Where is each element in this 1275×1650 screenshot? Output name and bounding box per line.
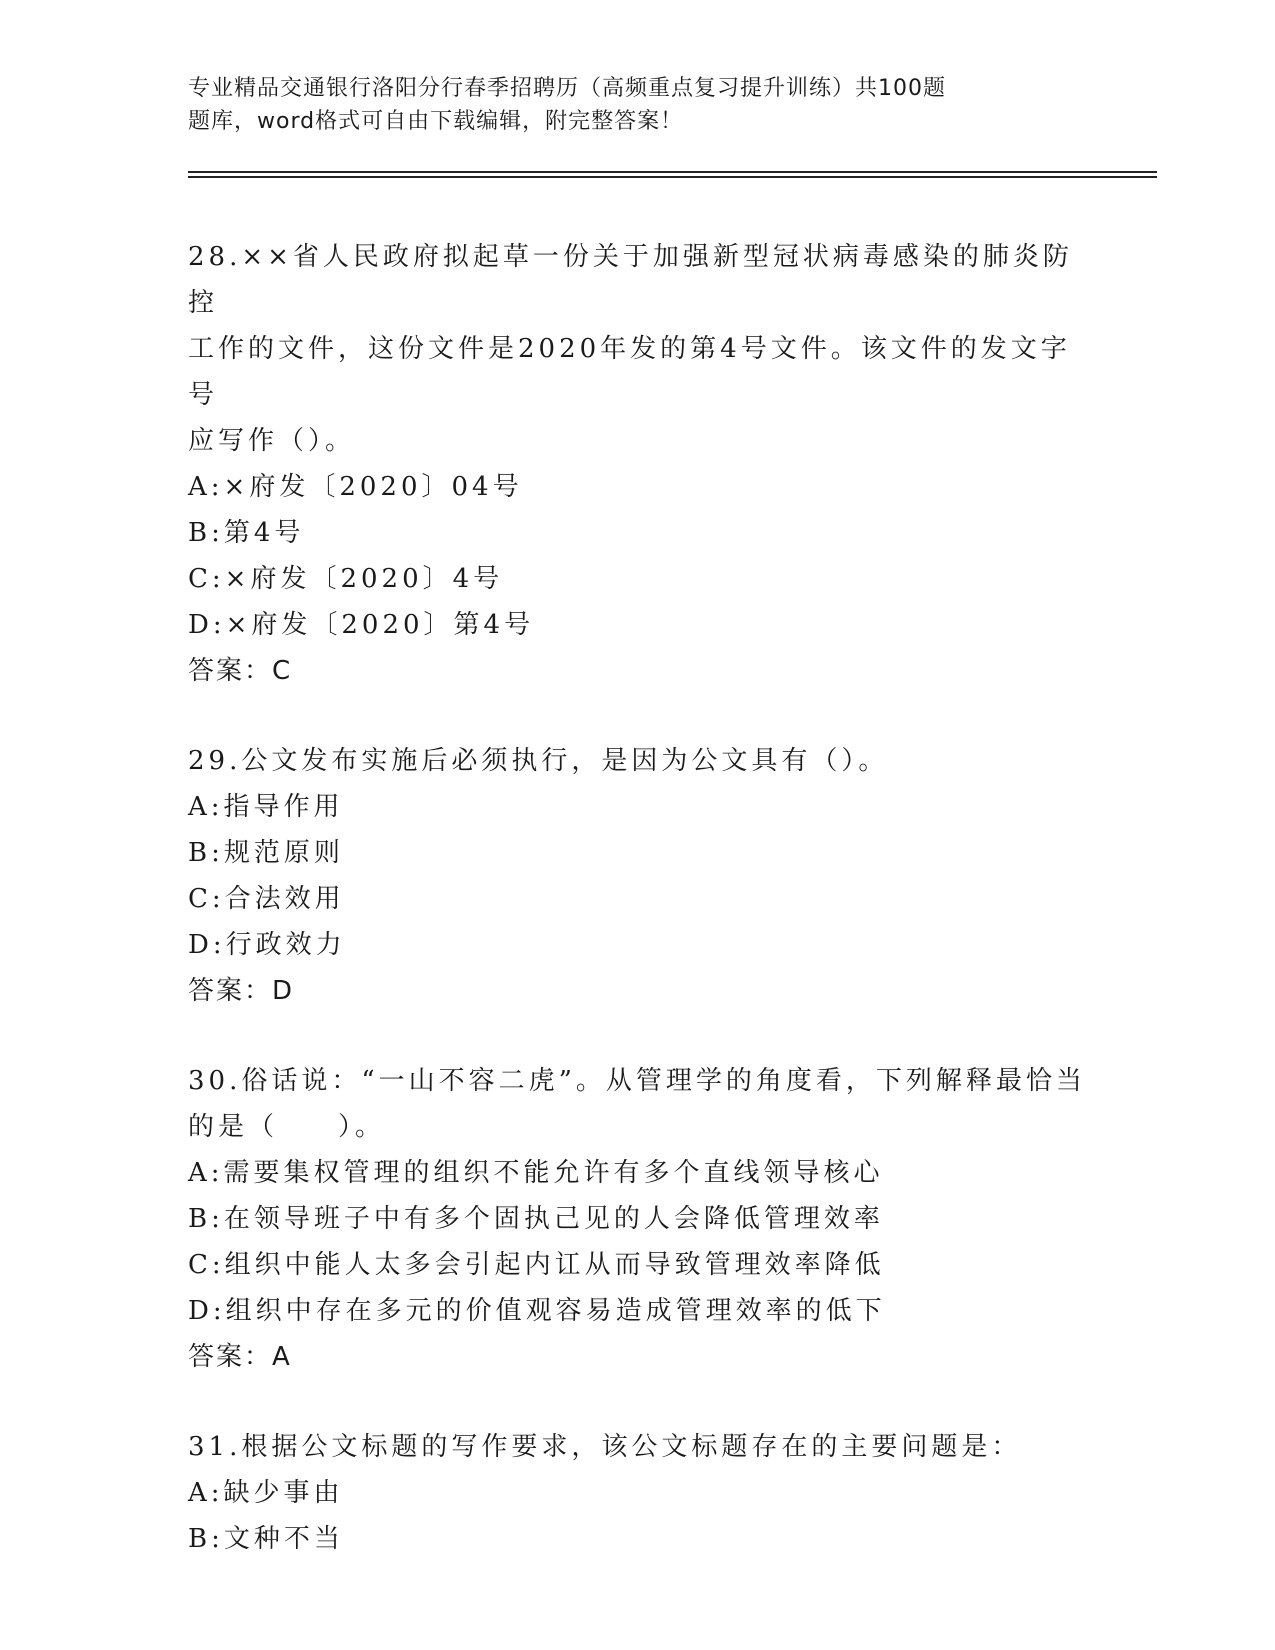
answer: 答案：D <box>188 976 295 1006</box>
option-b: B:在领导班子中有多个固执己见的人会降低管理效率 <box>188 1204 884 1234</box>
answer: 答案：C <box>188 656 293 686</box>
header-line-1: 专业精品交通银行洛阳分行春季招聘历（高频重点复习提升训练）共100题 <box>188 76 946 101</box>
document-header <box>188 72 1068 138</box>
question-30 <box>188 1058 1088 1380</box>
option-a: A:缺少事由 <box>188 1478 344 1508</box>
question-31 <box>188 1424 1088 1562</box>
question-28 <box>188 234 1088 694</box>
question-text-line: 应写作（）。 <box>188 426 356 456</box>
question-text-line: 28.××省人民政府拟起草一份关于加强新型冠状病毒感染的肺炎防控 <box>188 242 1073 318</box>
option-b: B:文种不当 <box>188 1524 344 1554</box>
option-c: C:合法效用 <box>188 884 345 914</box>
header-divider-top <box>188 171 1157 173</box>
option-a: A:指导作用 <box>188 792 344 822</box>
answer: 答案：A <box>188 1342 292 1372</box>
question-list <box>188 234 1088 1606</box>
question-text-line: 31.根据公文标题的写作要求，该公文标题存在的主要问题是： <box>188 1432 1022 1462</box>
option-d: D:行政效力 <box>188 930 346 960</box>
question-text-line: 29.公文发布实施后必须执行，是因为公文具有（）。 <box>188 746 889 776</box>
question-text-line: 30.俗话说：“一山不容二虎”。从管理学的角度看，下列解释最恰当 <box>188 1066 1086 1096</box>
option-d: D:组织中存在多元的价值观容易造成管理效率的低下 <box>188 1296 886 1326</box>
question-29 <box>188 738 1088 1014</box>
option-b: B:规范原则 <box>188 838 344 868</box>
option-b: B:第4号 <box>188 518 305 548</box>
option-c: C:×府发〔2020〕4号 <box>188 564 504 594</box>
option-d: D:×府发〔2020〕第4号 <box>188 610 535 640</box>
option-a: A:需要集权管理的组织不能允许有多个直线领导核心 <box>188 1158 884 1188</box>
option-a: A:×府发〔2020〕04号 <box>188 472 523 502</box>
option-c: C:组织中能人太多会引起内讧从而导致管理效率降低 <box>188 1250 885 1280</box>
question-text-line: 的是（ ）。 <box>188 1112 386 1142</box>
header-line-2: 题库，word格式可自由下载编辑，附完整答案！ <box>188 109 684 134</box>
question-text-line: 工作的文件，这份文件是2020年发的第4号文件。该文件的发文字号 <box>188 334 1071 410</box>
header-divider-bottom <box>188 176 1157 178</box>
